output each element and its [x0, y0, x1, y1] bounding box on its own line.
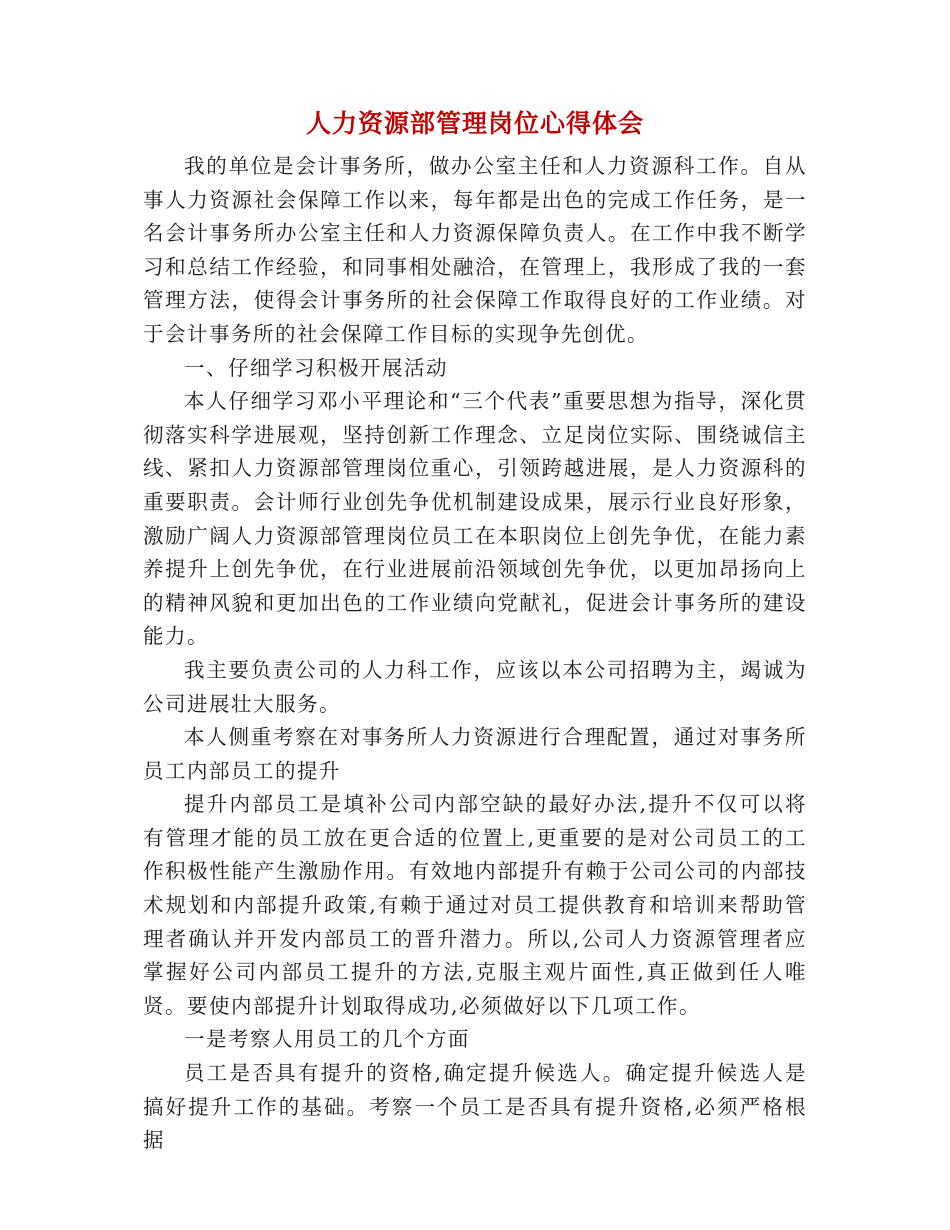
paragraph: 我主要负责公司的人力科工作，应该以本公司招聘为主，竭诚为公司进展壮大服务。 [143, 657, 807, 716]
section-heading: 一、仔细学习积极开展活动 [184, 355, 448, 380]
document-body [143, 150, 807, 1158]
paragraph: 本人仔细学习邓小平理论和“三个代表”重要思想为指导，深化贯彻落实科学进展观，坚持创新工作理念、立足岗位实际、围绕诚信主线、紧扣人力资源部管理岗位重心，引领跨越进展，是人力资源科的重要职责。会计师行业创先争优机制建设成果，展示行业良好形象，激励广阔人力资源部管理岗位员工在本职岗位上创先争优，在能力素养提升上创先争优，在行业进展前沿领域创先争优，以更加昂扬向上的精神风貌和更加出色的工作业绩向党献礼，促进会计事务所的建设能力。 [143, 389, 807, 649]
paragraph: 我的单位是会计事务所，做办公室主任和人力资源科工作。自从事人力资源社会保障工作以来，每年都是出色的完成工作任务，是一名会计事务所办公室主任和人力资源保障负责人。在工作中我不断学习和总结工作经验，和同事相处融洽，在管理上，我形成了我的一套管理方法，使得会计事务所的社会保障工作取得良好的工作业绩。对于会计事务所的社会保障工作目标的实现争先创优。 [143, 154, 807, 346]
paragraph: 提升内部员工是填补公司内部空缺的最好办法,提升不仅可以将有管理才能的员工放在更合适的位置上,更重要的是对公司员工的工作积极性能产生激励作用。有效地内部提升有赖于公司公司的内部技术规划和内部提升政策,有赖于通过对员工提供教育和培训来帮助管理者确认并开发内部员工的晋升潜力。所以,公司人力资源管理者应掌握好公司内部员工提升的方法,克服主观片面性,真正做到任人唯贤。要使内部提升计划取得成功,必须做好以下几项工作。 [143, 792, 807, 1018]
sub-heading: 一是考察人用员工的几个方面 [184, 1027, 470, 1052]
paragraph: 员工是否具有提升的资格,确定提升候选人。确定提升候选人是搞好提升工作的基础。考察一个员工是否具有提升资格,必须严格根据 [143, 1061, 807, 1153]
document-title: 人力资源部管理岗位心得体会 [305, 109, 644, 138]
paragraph: 本人侧重考察在对事务所人力资源进行合理配置，通过对事务所员工内部员工的提升 [143, 725, 807, 783]
